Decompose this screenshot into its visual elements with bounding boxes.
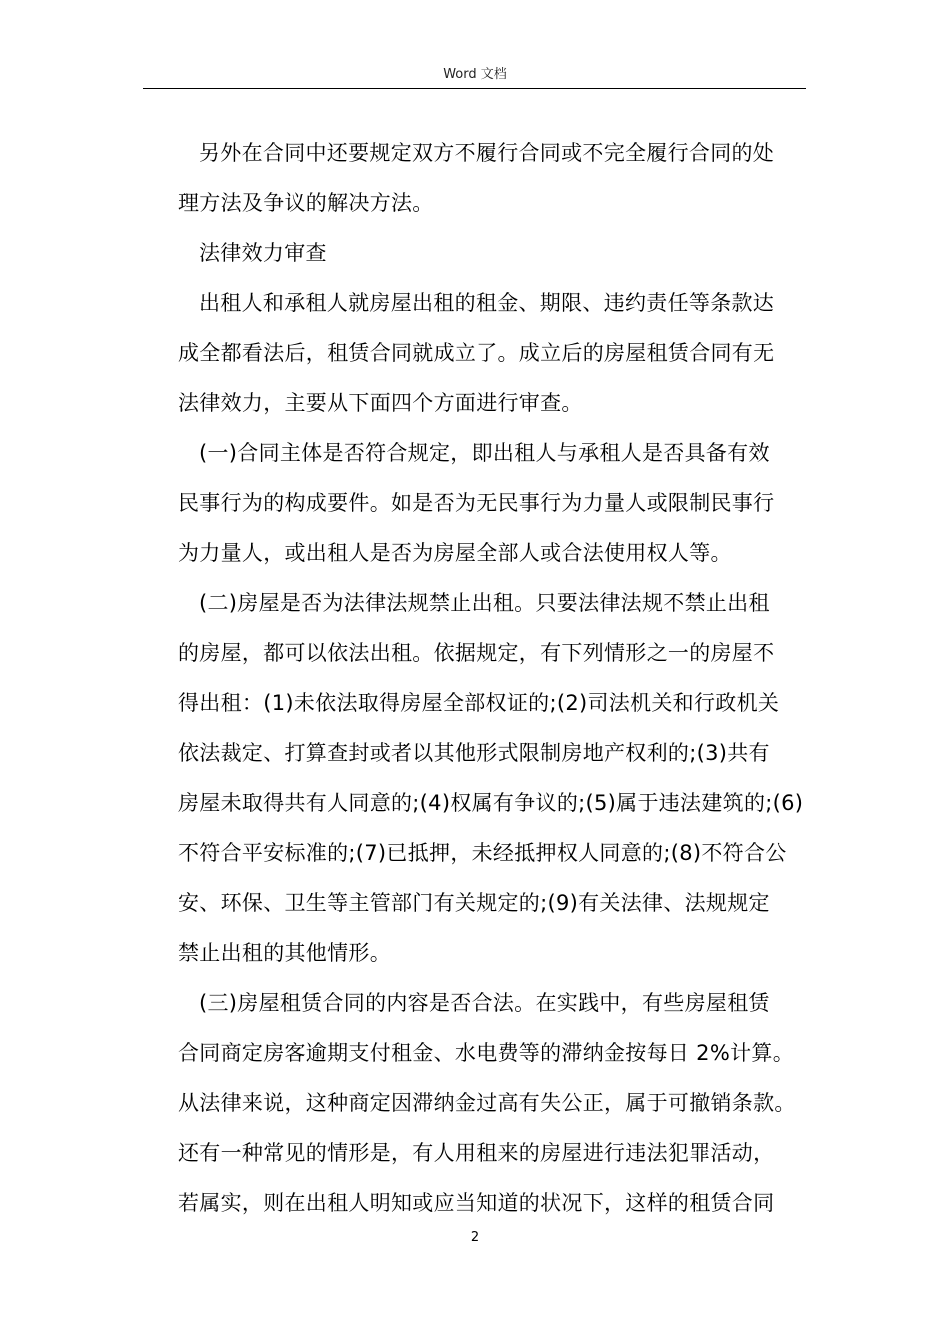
- paragraph-line: 为力量人，或出租人是否为房屋全部人或合法使用权人等。: [178, 541, 732, 565]
- paragraph-line: 若属实，则在出租人明知或应当知道的状况下，这样的租赁合同: [178, 1191, 775, 1215]
- paragraph-line: (二)房屋是否为法律法规禁止出租。只要法律法规不禁止出租: [199, 591, 770, 615]
- paragraph-line: 成全都看法后，租赁合同就成立了。成立后的房屋租赁合同有无: [178, 341, 775, 365]
- paragraph-line: (三)房屋租赁合同的内容是否合法。在实践中，有些房屋租赁: [199, 991, 770, 1015]
- paragraph-line: 禁止出租的其他情形。: [178, 941, 391, 965]
- paragraph-line: 民事行为的构成要件。如是否为无民事行为力量人或限制民事行: [178, 491, 775, 515]
- paragraph-line: 房屋未取得共有人同意的;(4)权属有争议的;(5)属于违法建筑的;(6): [178, 791, 804, 815]
- paragraph-line: 的房屋，都可以依法出租。依据规定，有下列情形之一的房屋不: [178, 641, 775, 665]
- section-heading: 法律效力审查: [199, 241, 327, 265]
- paragraph-line: 法律效力，主要从下面四个方面进行审查。: [178, 391, 583, 415]
- paragraph-line: 从法律来说，这种商定因滞纳金过高有失公正，属于可撤销条款。: [178, 1091, 796, 1115]
- page-number: 2: [470, 1230, 480, 1245]
- paragraph-line: 另外在合同中还要规定双方不履行合同或不完全履行合同的处: [199, 141, 775, 165]
- paragraph-line: 依法裁定、打算查封或者以其他形式限制房地产权利的;(3)共有: [178, 741, 770, 765]
- paragraph-line: 得出租：(1)未依法取得房屋全部权证的;(2)司法机关和行政机关: [178, 691, 780, 715]
- header-divider: [143, 88, 806, 89]
- paragraph-line: (一)合同主体是否符合规定，即出租人与承租人是否具备有效: [199, 441, 770, 465]
- paragraph-line: 理方法及争议的解决方法。: [178, 191, 434, 215]
- page-header: Word 文档: [443, 67, 507, 82]
- document-body: [178, 128, 813, 1228]
- paragraph-line: 出租人和承租人就房屋出租的租金、期限、违约责任等条款达: [199, 291, 775, 315]
- paragraph-line: 还有一种常见的情形是，有人用租来的房屋进行违法犯罪活动，: [178, 1141, 775, 1165]
- paragraph-line: 不符合平安标准的;(7)已抵押，未经抵押权人同意的;(8)不符合公: [178, 841, 787, 865]
- paragraph-line: 安、环保、卫生等主管部门有关规定的;(9)有关法律、法规规定: [178, 891, 770, 915]
- paragraph-line: 合同商定房客逾期支付租金、水电费等的滞纳金按每日 2%计算。: [178, 1041, 794, 1065]
